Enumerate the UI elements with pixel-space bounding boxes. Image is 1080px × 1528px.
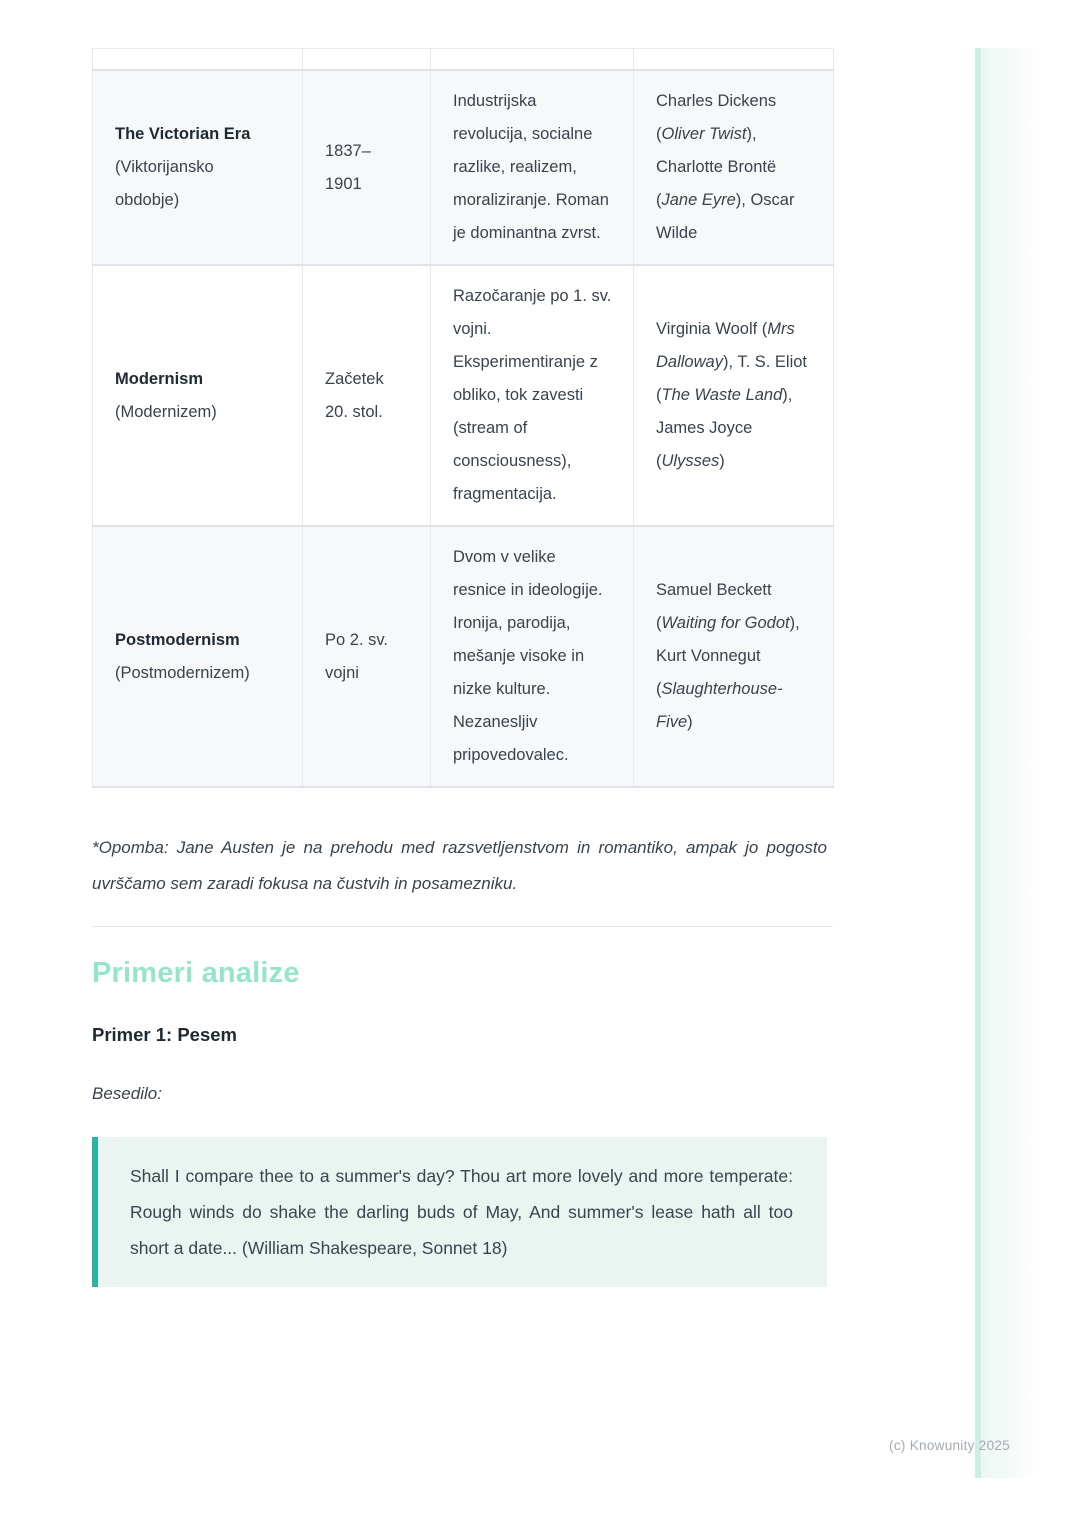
document-page-content <box>92 48 833 1287</box>
sonnet-quote-text: Shall I compare thee to a summer's day? Thou art more lovely and more temperate: Rough winds do shake the darling buds of May, And summer's lease hath all too short a date... (William Shakespeare, Sonnet 18) <box>130 1166 793 1258</box>
era-table-row <box>93 526 834 787</box>
author-text: Virginia Woolf ( <box>656 320 768 338</box>
era-cell <box>93 265 303 526</box>
era-name: The Victorian Era <box>115 125 251 143</box>
cutoff-cell <box>303 49 431 71</box>
sonnet-quote-block <box>92 1137 827 1287</box>
author-text: ), Charlotte Brontë ( <box>656 125 777 209</box>
authors-cell <box>634 526 834 787</box>
description-cell: Razočaranje po 1. sv. vojni. Eksperimentiranje z obliko, tok zavesti (stream of consciousness), fragmentacija. <box>431 265 634 526</box>
era-translation: (Viktorijansko obdobje) <box>115 158 214 209</box>
book-title: Slaughterhouse-Five <box>656 680 783 731</box>
cutoff-cell <box>431 49 634 71</box>
book-title: Jane Eyre <box>661 191 736 209</box>
cutoff-cell <box>93 49 303 71</box>
section-heading-primeri-analize: Primeri analize <box>92 957 300 989</box>
author-text: ) <box>719 452 725 470</box>
besedilo-label: Besedilo: <box>92 1084 162 1103</box>
era-translation: (Postmodernizem) <box>115 663 250 682</box>
era-cell <box>93 526 303 787</box>
author-text: ), T. S. Eliot ( <box>656 353 808 404</box>
footnote-opomba: *Opomba: Jane Austen je na prehodu med razsvetljenstvom in romantiko, ampak jo pogosto uvrščamo sem zaradi fokusa na čustvih in posamezniku. <box>92 838 827 893</box>
period-line: vojni <box>325 663 359 682</box>
next-page-preview-panel <box>981 48 1037 1478</box>
book-title: Oliver Twist <box>661 125 747 143</box>
period-line: 20. stol. <box>325 402 383 421</box>
author-text: ), Kurt Vonnegut ( <box>656 614 800 698</box>
book-title: Ulysses <box>661 452 720 470</box>
eras-table-body <box>93 49 834 788</box>
era-cell <box>93 70 303 265</box>
era-name: Postmodernism <box>115 630 240 649</box>
section-divider <box>92 926 833 927</box>
table-row-cutoff <box>93 49 834 71</box>
period-line: Začetek <box>325 369 384 388</box>
period-line: 1901 <box>325 174 362 193</box>
literary-eras-table <box>92 48 834 788</box>
book-title: The Waste Land <box>661 386 783 404</box>
author-text: ) <box>687 713 693 731</box>
authors-cell <box>634 265 834 526</box>
era-table-row <box>93 265 834 526</box>
copyright-footer: (c) Knowunity 2025 <box>889 1438 1010 1453</box>
period-line: Po 2. sv. <box>325 630 388 649</box>
era-name: Modernism <box>115 369 204 388</box>
author-text: Charles Dickens ( <box>656 92 777 143</box>
description-cell: Industrijska revolucija, socialne razlike, realizem, moraliziranje. Roman je dominantna zvrst. <box>431 70 634 265</box>
page-edge-accent-strip <box>975 48 981 1478</box>
period-cell <box>303 526 431 787</box>
era-table-row <box>93 70 834 265</box>
author-text: Samuel Beckett ( <box>656 581 772 632</box>
author-text: ), Oscar Wilde <box>656 191 795 242</box>
example-1-title: Primer 1: Pesem <box>92 1024 238 1045</box>
period-cell <box>303 265 431 526</box>
authors-cell <box>634 70 834 265</box>
cutoff-cell <box>634 49 834 71</box>
period-line: 1837– <box>325 141 371 160</box>
era-translation: (Modernizem) <box>115 402 217 421</box>
description-cell: Dvom v velike resnice in ideologije. Ironija, parodija, mešanje visoke in nizke kulture. Nezanesljiv pripovedovalec. <box>431 526 634 787</box>
book-title: Mrs Dalloway <box>656 320 795 371</box>
author-text: ), James Joyce ( <box>656 386 793 470</box>
period-cell <box>303 70 431 265</box>
book-title: Waiting for Godot <box>661 614 790 632</box>
